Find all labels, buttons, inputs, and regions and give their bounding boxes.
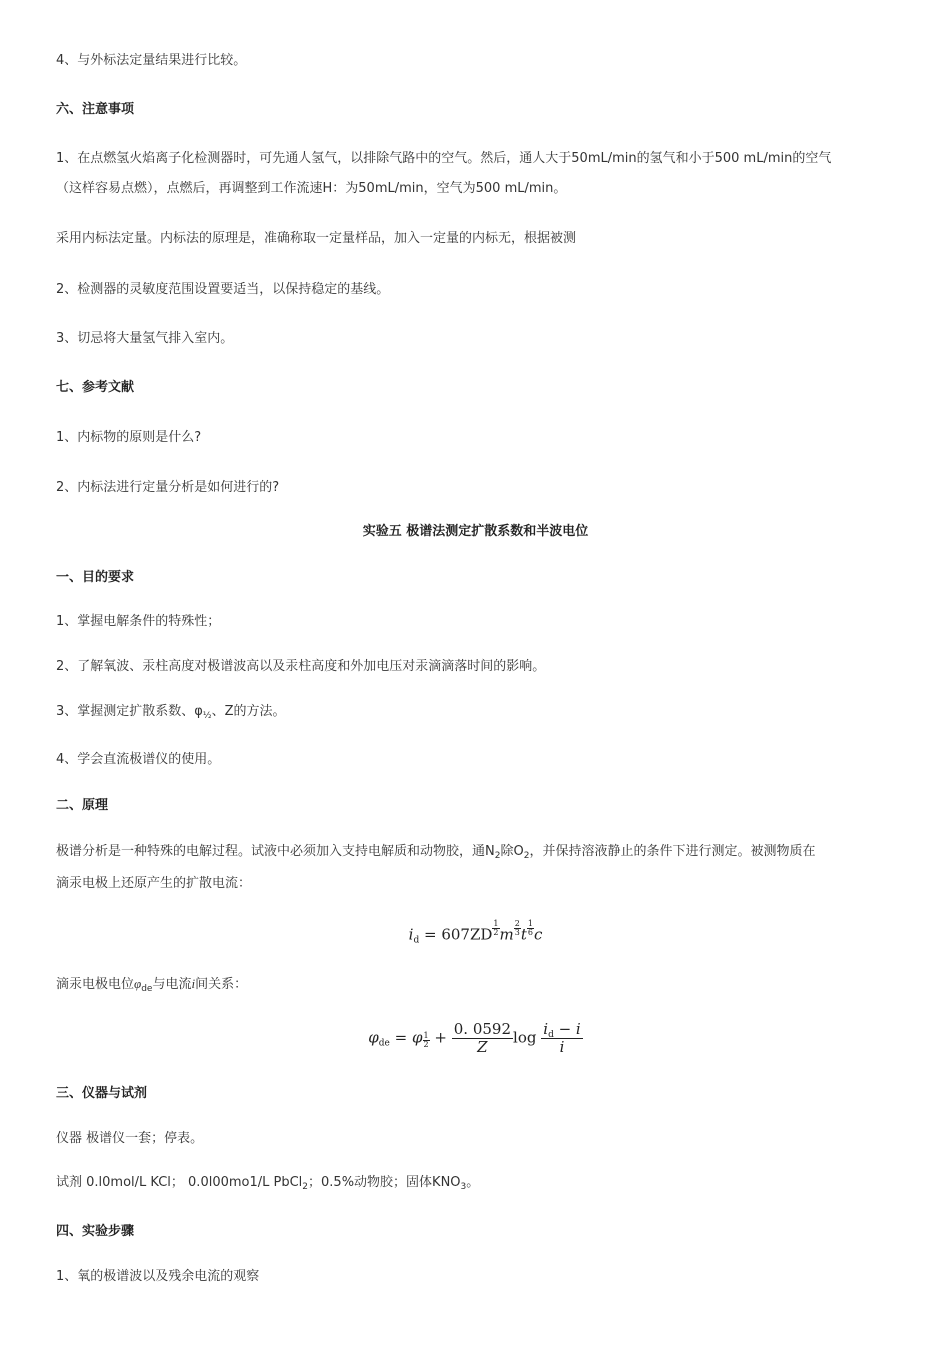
experiment-title: 实验五 极谱法测定扩散系数和半波电位 [362,524,589,539]
principle-text-c: ，并保持溶液静止的条件下进行测定。被测物质在 [529,844,816,859]
reagents-text-c: 。 [466,1175,480,1190]
eq1-rhs: = 607ZD [423,925,493,944]
eq2-lhs: φ [368,1028,379,1047]
notes-item-1-line2: （这样容易点燃），点燃后，再调整到工作流速H：为50mL/min，空气为500 mL/min。 [56,181,567,196]
reagents-text-a: 试剂 0.l0mol/L KCl； 0.0l00mo1/L PbCl [56,1175,303,1190]
eq2-coefficient-fraction: $\frac{0. 0592}{Z}$ [453,1020,512,1056]
eq2-phi: φ [412,1028,423,1047]
goal-item-2: 2、了解氧波、汞柱高度对极谱波高以及汞柱高度和外加电压对汞滴滴落时间的影响。 [56,659,546,674]
reagents-line [56,1168,479,1198]
eq1-exp-m: $\frac{2}{3}$ [514,919,520,937]
eq1-m: m [499,925,514,944]
relation-phi-sub: de [141,984,153,994]
reference-item-1: 1、内标物的原则是什么? [56,430,202,445]
potential-relation-line [56,969,247,1000]
notes-item-1-line1: 1、在点燃氢火焰离子化检测器时，可先通人氢气，以排除气路中的空气。然后，通人大于50mL/min的氢气和小于500 mL/min的空气 [56,151,832,166]
eq2-ratio-fraction: $\frac{i_d - i}{i}$ [543,1020,581,1056]
o2-subscript: 2 [523,851,530,861]
goal-item-1: 1、掌握电解条件的特殊性； [56,614,221,629]
section-heading-steps: 四、实验步骤 [56,1224,135,1239]
compare-line: 4、与外标法定量结果进行比较。 [56,53,247,68]
internal-standard-paragraph: 采用内标法定量。内标法的原理是，准确称取一定量样品，加入一定量的内标无，根据被测 [56,231,577,246]
eq1-exp-d: $\frac{1}{2}$ [493,919,499,937]
goal-item-4: 4、学会直流极谱仪的使用。 [56,752,221,767]
kno3-subscript: 3 [460,1182,467,1192]
relation-text-c: 间关系： [195,977,248,992]
notes-item-2: 2、检测器的灵敏度范围设置要适当，以保持稳定的基线。 [56,282,390,297]
reagents-text-b: ；0.5%动物胶；固体KNO [308,1175,461,1190]
eq1-lhs: i [408,925,414,944]
reference-item-2: 2、内标法进行定量分析是如何进行的? [56,480,280,495]
principle-paragraph-line2: 滴汞电极上还原产生的扩散电流： [56,876,252,891]
steps-item-1: 1、氧的极谱波以及残余电流的观察 [56,1269,260,1284]
diffusion-current-equation [0,919,951,946]
eq2-log: log [513,1028,537,1047]
relation-text-b: 与电流 [152,977,192,992]
section-heading-principle: 二、原理 [56,798,109,813]
eq2-half: $\frac{1}{2}$ [423,1031,429,1050]
relation-i: i [191,976,196,991]
relation-phi: φ [134,976,142,991]
principle-text-a: 极谱分析是一种特殊的电解过程。试液中必须加入支持电解质和动物胶，通N [56,844,495,859]
goal-item-3-text-end: 、Z的方法。 [211,704,286,719]
section-heading-notes: 六、注意事项 [56,102,135,117]
pbcl2-subscript: 2 [302,1182,309,1192]
eq2-plus: + [434,1028,447,1047]
eq2-lhs-sub: de [378,1038,390,1049]
electrode-potential-equation [0,1022,951,1055]
n2-subscript: 2 [494,851,501,861]
principle-text-b: 除O [500,844,524,859]
section-heading-references: 七、参考文献 [56,380,135,395]
section-heading-goals: 一、目的要求 [56,570,135,585]
goal-item-3-text: 3、掌握测定扩散系数、φ [56,704,203,719]
eq1-exp-t: $\frac{1}{6}$ [527,919,533,937]
half-wave-subscript: ½ [202,711,212,721]
eq1-lhs-sub: d [413,935,420,946]
relation-text-a: 滴汞电极电位 [56,977,135,992]
notes-item-3: 3、切忌将大量氢气排入室内。 [56,331,234,346]
goal-item-3 [56,697,286,727]
eq1-c: c [533,925,543,944]
eq1-t: t [520,925,527,944]
eq2-equals: = [394,1028,408,1047]
section-heading-instruments: 三、仪器与试剂 [56,1086,148,1101]
principle-paragraph-line1 [56,837,815,867]
instruments-line: 仪器 极谱仪一套；停表。 [56,1131,204,1146]
